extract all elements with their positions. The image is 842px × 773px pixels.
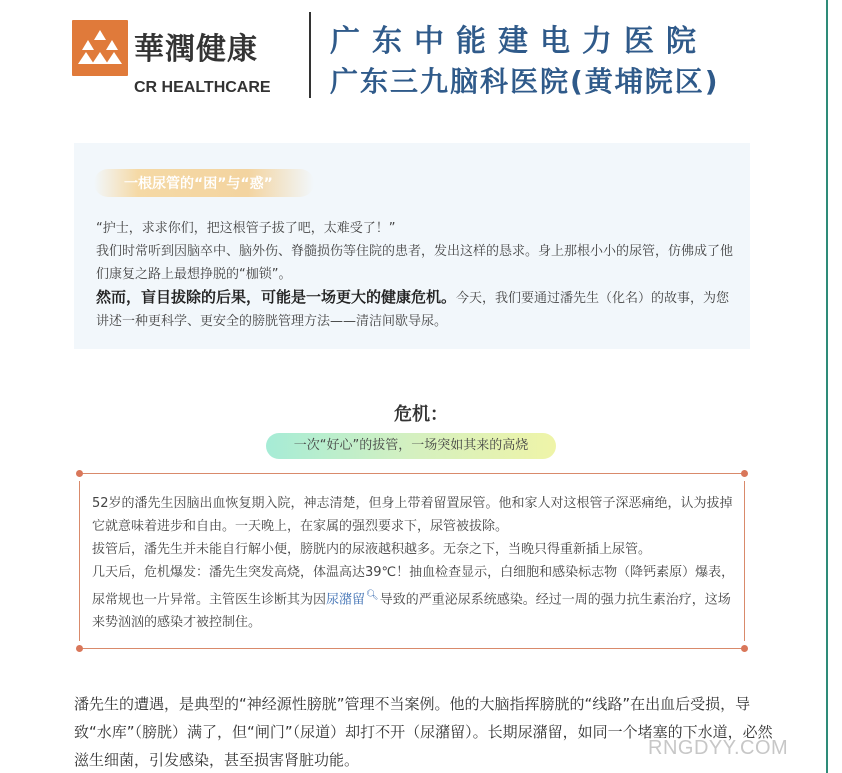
logo-english-name: CR HEALTHCARE: [134, 79, 271, 96]
story-paragraph-1: 52岁的潘先生因脑出血恢复期入院，神志清楚，但身上带着留置尿管。他和家人对这根管子深恶痛绝，认为拔掉它就意味着进步和自由。一天晚上，在家属的强烈要求下，尿管被拔除。: [92, 496, 733, 534]
conclusion-paragraph: 潘先生的遭遇，是典型的“神经源性膀胱”管理不当案例。他的大脑指挥膀胱的“线路”在出血后受损，导致“水库”（膀胱）满了，但“闸门”（尿道）却打不开（尿潴留）。长期尿潴留，如同一个堵塞的下水道，必然滋生细菌，引发感染，甚至损害肾脏功能。: [74, 695, 773, 769]
watermark: RNGDYY.COM: [648, 737, 789, 759]
story-border-left: [79, 481, 80, 641]
story-paragraph-3a: 几天后，危机爆发：潘先生突发高烧，体温高达39℃！抽血检查显示，白细胞和感染标志物（降钙素原）爆表，尿常规也一片异常。主管医生诊断其为因: [92, 565, 735, 608]
intro-tag: [94, 169, 314, 197]
corner-dot: [741, 645, 748, 652]
intro-emphasis: 然而，盲目拔除的后果，可能是一场更大的健康危机。: [96, 288, 457, 306]
hospital-name-2: 广东三九脑科医院(黄埔院区): [330, 65, 720, 98]
intro-paragraph-1: 我们时常听到因脑卒中、脑外伤、脊髓损伤等住院的患者，发出这样的恳求。身上那根小小的尿管，仿佛成了他们康复之路上最想挣脱的“枷锁”。: [96, 244, 734, 282]
corner-dot: [76, 470, 83, 477]
story-box: [76, 470, 748, 652]
crisis-subtitle: 一次“好心”的拔管，一场突如其来的高烧: [266, 433, 556, 459]
intro-paragraph-2-text: 今天，我们要通过潘先生（化名）的故事，为您讲述一种更科学、更安全的膀胱管理方法——清洁间歇导尿。: [96, 291, 730, 329]
story-paragraph-3: [92, 561, 740, 634]
search-icon[interactable]: 🔍︎: [366, 590, 379, 601]
story-border-bottom: [80, 648, 744, 649]
header-divider: [309, 12, 311, 98]
header: [72, 12, 772, 104]
intro-tag-label: 一根尿管的“困”与“惑”: [124, 176, 273, 192]
intro-text: [96, 217, 736, 333]
intro-box: [74, 143, 750, 349]
intro-paragraph-2: [96, 286, 736, 333]
crisis-title: 危机：: [394, 404, 448, 425]
story-paragraph-2: 拔管后，潘先生并未能自行解小便，膀胱内的尿液越积越多。无奈之下，当晚只得重新插上尿管。: [92, 542, 652, 557]
story-text: [92, 492, 740, 634]
cr-healthcare-logo-icon: [72, 20, 128, 76]
right-edge-line: [826, 0, 828, 773]
logo-chinese-name: 華潤健康: [134, 32, 258, 67]
hospital-name-1: 广东中能建电力医院: [330, 24, 708, 59]
corner-dot: [741, 470, 748, 477]
story-paragraph-3b: 导致的严重泌尿系统感染。经过一周的强力抗生素治疗，这场来势汹汹的感染才被控制住。: [92, 592, 731, 631]
conclusion-text: [74, 690, 789, 773]
story-border-top: [80, 473, 744, 474]
corner-dot: [76, 645, 83, 652]
story-border-right: [744, 481, 745, 641]
urinary-retention-link[interactable]: 尿潴留: [326, 592, 366, 608]
intro-quote: “护士，求求你们，把这根管子拔了吧，太难受了！”: [96, 221, 396, 236]
